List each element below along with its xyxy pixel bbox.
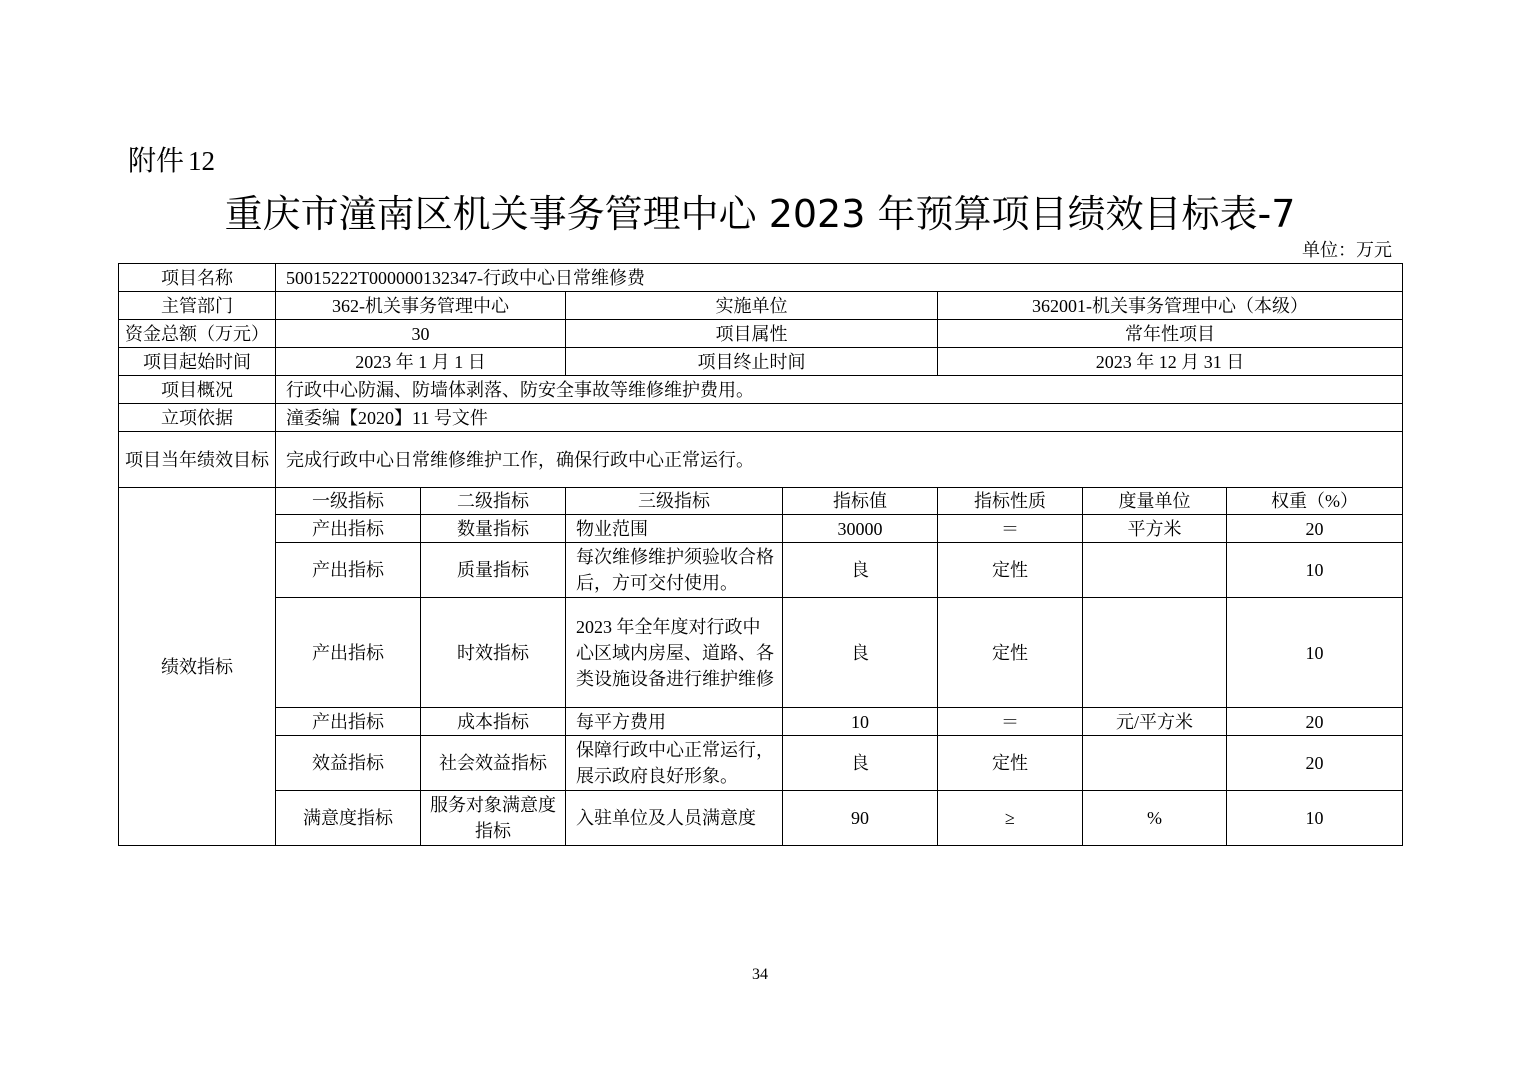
indicator-nature: ≥: [938, 791, 1083, 846]
attachment-text: 附件: [128, 144, 185, 177]
indicator-row: [119, 791, 1403, 846]
indicator-value: 良: [783, 543, 938, 598]
indicator-header-row: [119, 488, 1403, 515]
indicator-row: [119, 515, 1403, 543]
indicator-nature: 定性: [938, 736, 1083, 791]
attachment-label: [128, 143, 215, 179]
indicator-level2: 社会效益指标: [421, 736, 566, 791]
indicator-row: [119, 598, 1403, 708]
indicator-value: 30000: [783, 515, 938, 543]
project-attribute-label: 项目属性: [566, 320, 938, 348]
row-goal: [119, 432, 1403, 488]
header-level2: 二级指标: [421, 488, 566, 515]
indicator-level1: 产出指标: [276, 543, 421, 598]
fund-label: 资金总额（万元）: [119, 320, 276, 348]
department-label: 主管部门: [119, 292, 276, 320]
indicator-level2: 成本指标: [421, 708, 566, 736]
indicator-value: 良: [783, 598, 938, 708]
department-value: 362-机关事务管理中心: [276, 292, 566, 320]
indicator-nature: ＝: [938, 708, 1083, 736]
indicator-value: 良: [783, 736, 938, 791]
indicator-level1: 满意度指标: [276, 791, 421, 846]
indicator-nature: 定性: [938, 598, 1083, 708]
fund-value: 30: [276, 320, 566, 348]
indicator-level3: 每平方费用: [566, 708, 783, 736]
indicator-level3: 入驻单位及人员满意度: [566, 791, 783, 846]
project-name-value: 50015222T000000132347-行政中心日常维修费: [276, 264, 1403, 292]
indicator-weight: 10: [1227, 598, 1403, 708]
indicator-level3: 每次维修维护须验收合格后，方可交付使用。: [566, 543, 783, 598]
implementing-unit-value: 362001-机关事务管理中心（本级）: [938, 292, 1403, 320]
indicator-level1: 效益指标: [276, 736, 421, 791]
indicator-level2: 质量指标: [421, 543, 566, 598]
indicator-level2: 数量指标: [421, 515, 566, 543]
row-basis: [119, 404, 1403, 432]
indicator-weight: 20: [1227, 708, 1403, 736]
row-department: [119, 292, 1403, 320]
basis-label: 立项依据: [119, 404, 276, 432]
indicator-nature: ＝: [938, 515, 1083, 543]
indicator-level2: 时效指标: [421, 598, 566, 708]
indicator-level3: 2023 年全年度对行政中心区域内房屋、道路、各类设施设备进行维护维修: [566, 598, 783, 708]
implementing-unit-label: 实施单位: [566, 292, 938, 320]
indicators-section-label: 绩效指标: [119, 488, 276, 846]
header-level3: 三级指标: [566, 488, 783, 515]
indicator-row: [119, 736, 1403, 791]
end-time-label: 项目终止时间: [566, 348, 938, 376]
indicator-row: [119, 708, 1403, 736]
project-attribute-value: 常年性项目: [938, 320, 1403, 348]
indicator-unit: [1083, 543, 1227, 598]
header-weight: 权重（%）: [1227, 488, 1403, 515]
indicator-level2: 服务对象满意度指标: [421, 791, 566, 846]
indicator-row: [119, 543, 1403, 598]
row-fund: [119, 320, 1403, 348]
start-time-value: 2023 年 1 月 1 日: [276, 348, 566, 376]
header-unit: 度量单位: [1083, 488, 1227, 515]
indicator-weight: 20: [1227, 736, 1403, 791]
start-time-label: 项目起始时间: [119, 348, 276, 376]
indicator-unit: [1083, 598, 1227, 708]
indicator-weight: 10: [1227, 543, 1403, 598]
overview-value: 行政中心防漏、防墙体剥落、防安全事故等维修维护费用。: [276, 376, 1403, 404]
row-overview: [119, 376, 1403, 404]
indicator-unit: [1083, 736, 1227, 791]
attachment-number: 12: [188, 146, 216, 176]
indicator-unit: 平方米: [1083, 515, 1227, 543]
page-number: 34: [752, 966, 768, 983]
indicator-level1: 产出指标: [276, 598, 421, 708]
indicator-level1: 产出指标: [276, 515, 421, 543]
page-title: 重庆市潼南区机关事务管理中心 2023 年预算项目绩效目标表-7: [224, 192, 1296, 236]
header-value: 指标值: [783, 488, 938, 515]
basis-value: 潼委编【2020】11 号文件: [276, 404, 1403, 432]
header-level1: 一级指标: [276, 488, 421, 515]
overview-label: 项目概况: [119, 376, 276, 404]
goal-label: 项目当年绩效目标: [119, 432, 276, 488]
indicator-level3: 物业范围: [566, 515, 783, 543]
indicator-weight: 20: [1227, 515, 1403, 543]
goal-value: 完成行政中心日常维修维护工作，确保行政中心正常运行。: [276, 432, 1403, 488]
row-time: [119, 348, 1403, 376]
performance-table: [118, 263, 1403, 846]
indicator-weight: 10: [1227, 791, 1403, 846]
indicator-value: 90: [783, 791, 938, 846]
indicator-unit: 元/平方米: [1083, 708, 1227, 736]
project-name-label: 项目名称: [119, 264, 276, 292]
header-nature: 指标性质: [938, 488, 1083, 515]
unit-label: 单位：万元: [1302, 240, 1392, 260]
indicator-nature: 定性: [938, 543, 1083, 598]
end-time-value: 2023 年 12 月 31 日: [938, 348, 1403, 376]
indicator-level1: 产出指标: [276, 708, 421, 736]
row-project-name: [119, 264, 1403, 292]
indicator-value: 10: [783, 708, 938, 736]
indicator-level3: 保障行政中心正常运行，展示政府良好形象。: [566, 736, 783, 791]
indicator-unit: %: [1083, 791, 1227, 846]
